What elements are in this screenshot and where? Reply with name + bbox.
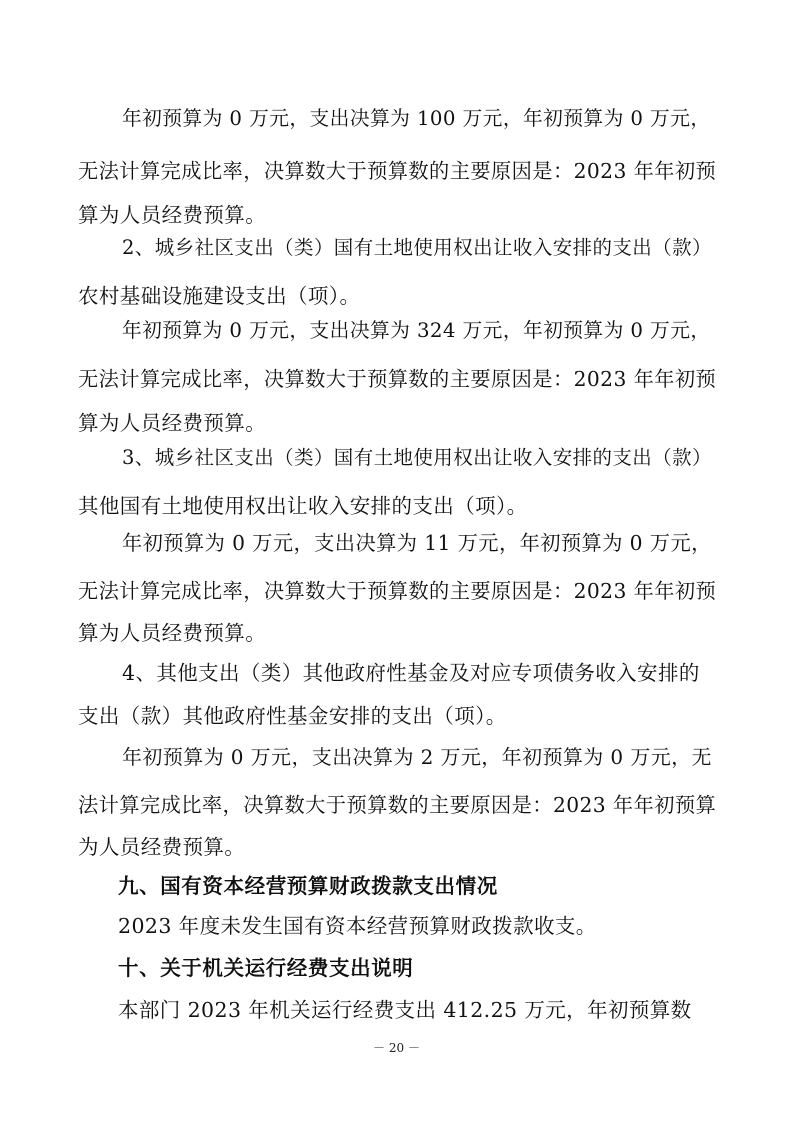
paragraph-line: 年初预算为 0 万元，支出决算为 11 万元，年初预算为 0 万元， <box>122 531 712 555</box>
paragraph-line: 为人员经费预算。 <box>78 835 246 859</box>
page-number: － 20 － <box>373 1041 420 1055</box>
paragraph-line: 年初预算为 0 万元，支出决算为 2 万元，年初预算为 0 万元，无 <box>122 745 712 769</box>
paragraph-line: 4、其他支出（类）其他政府性基金及对应专项债务收入安排的 <box>122 661 700 685</box>
paragraph-line: 其他国有土地使用权出让收入安排的支出（项）。 <box>78 494 528 518</box>
paragraph-line: 无法计算完成比率，决算数大于预算数的主要原因是：2023 年年初预 <box>78 367 717 391</box>
paragraph-line: 算为人员经费预算。 <box>78 203 267 227</box>
paragraph-line: 年初预算为 0 万元，支出决算为 100 万元，年初预算为 0 万元， <box>122 107 711 130</box>
paragraph-line: 无法计算完成比率，决算数大于预算数的主要原因是：2023 年年初预 <box>78 579 717 603</box>
section-heading: 十、关于机关运行经费支出说明 <box>118 956 414 980</box>
paragraph-line: 年初预算为 0 万元，支出决算为 324 万元，年初预算为 0 万元， <box>122 319 711 342</box>
paragraph-line: 法计算完成比率，决算数大于预算数的主要原因是：2023 年年初预算 <box>78 793 717 817</box>
paragraph-line: 支出（款）其他政府性基金安排的支出（项）。 <box>78 704 507 728</box>
paragraph-line: 3、城乡社区支出（类）国有土地使用权出让收入安排的支出（款） <box>122 446 712 469</box>
paragraph-line: 算为人员经费预算。 <box>78 621 267 645</box>
paragraph-line: 2、城乡社区支出（类）国有土地使用权出让收入安排的支出（款） <box>122 236 712 259</box>
paragraph-line: 农村基础设施建设支出（项）。 <box>78 284 361 308</box>
section-heading: 九、国有资本经营预算财政拨款支出情况 <box>118 874 498 898</box>
paragraph-line: 算为人员经费预算。 <box>78 411 267 435</box>
paragraph-line: 2023 年度未发生国有资本经营预算财政拨款收支。 <box>118 914 597 938</box>
paragraph-line: 无法计算完成比率，决算数大于预算数的主要原因是：2023 年年初预 <box>78 159 717 183</box>
paragraph-line: 本部门 2023 年机关运行经费支出 412.25 万元，年初预算数 <box>118 998 692 1022</box>
